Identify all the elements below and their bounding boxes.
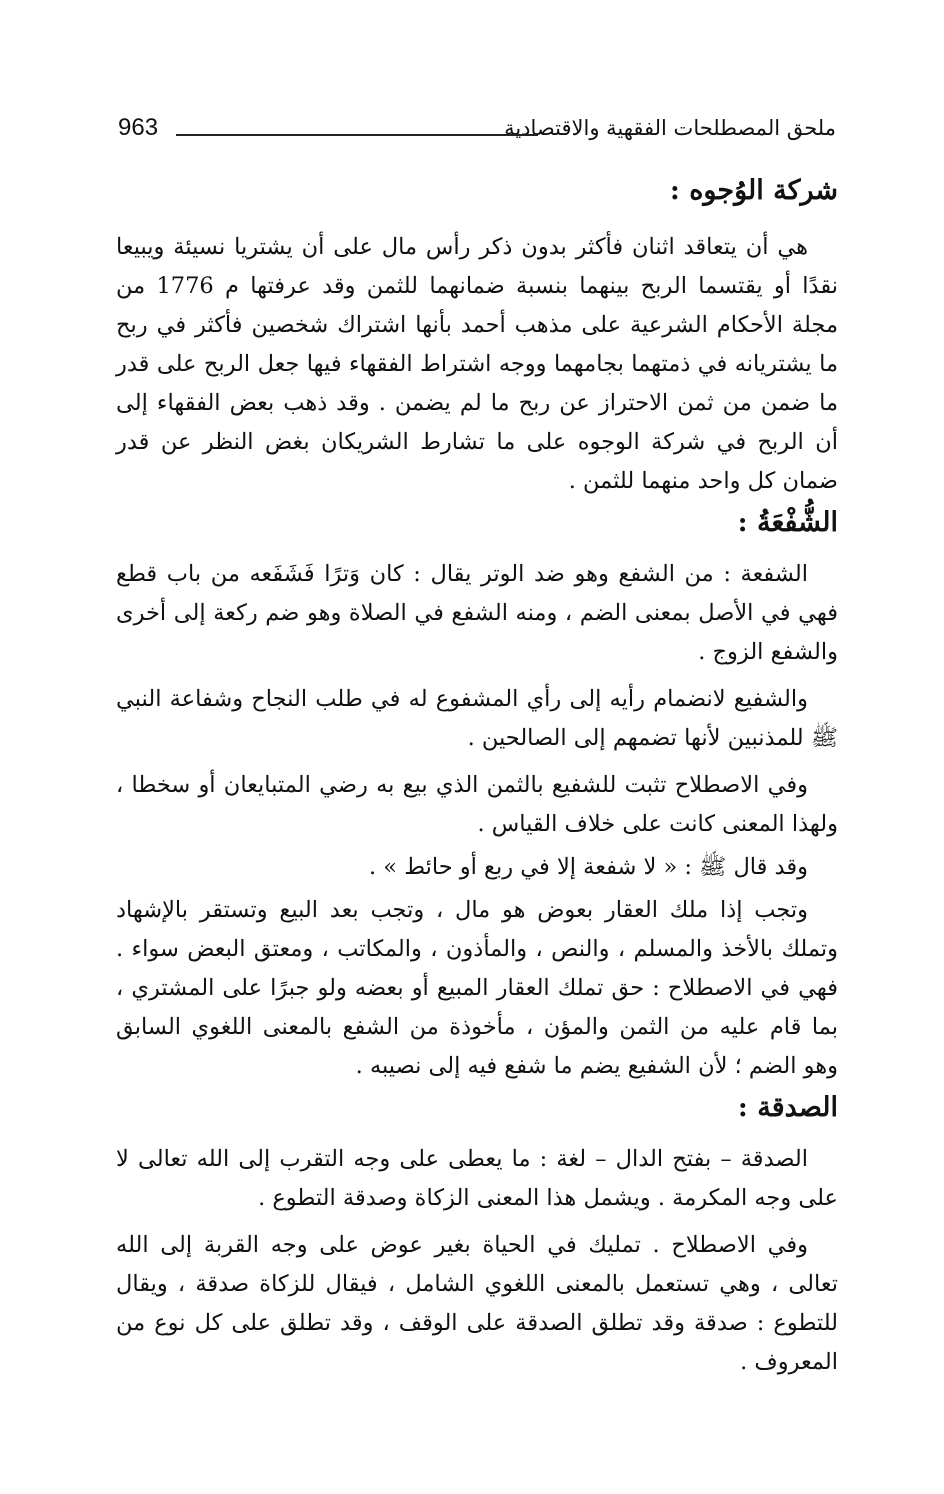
paragraph: الصدقة – بفتح الدال – لغة : ما يعطى على وجه التقرب إلى الله تعالى لا على وجه المكرمة . ويشمل هذا المعنى الزكاة وصدقة التطوع . xyxy=(116,1146,838,1211)
paragraph: والشفيع لانضمام رأيه إلى رأي المشفوع له في طلب النجاح وشفاعة النبي ﷺ للمذنبين لأنها تضمهم إلى الصالحين . xyxy=(116,686,838,751)
paragraph: وفي الاصطلاح . تمليك في الحياة بغير عوض على وجه القربة إلى الله تعالى ، وهي تستعمل بالمعنى اللغوي الشامل ، فيقال للزكاة صدقة ، ويقال للتطوع : صدقة وقد تطلق الصدقة على الوقف ، وقد تطلق على كل نوع من المعروف . xyxy=(116,1232,838,1375)
term-heading-wujuh: شركة الوُجوه : xyxy=(669,175,838,206)
running-title: ملحق المصطلحات الفقهية والاقتصادية xyxy=(504,116,836,140)
page-number: 963 xyxy=(118,114,159,141)
paragraph: وفي الاصطلاح تثبت للشفيع بالثمن الذي بيع به رضي المتبايعان أو سخطا ، ولهذا المعنى كانت على خلاف القياس . xyxy=(116,772,838,837)
header-rule xyxy=(176,134,538,136)
paragraph: الشفعة : من الشفع وهو ضد الوتر يقال : كان وَترًا فَشَفَعه من باب قطع فهي في الأصل بمعنى الضم ، ومنه الشفع في الصلاة وهو ضم ركعة إلى أخرى والشفع الزوج . xyxy=(116,561,838,665)
page-body xyxy=(116,160,838,1382)
term-heading-sadaqa: الصدقة : xyxy=(737,1092,838,1123)
running-header xyxy=(118,110,836,150)
paragraph: هي أن يتعاقد اثنان فأكثر بدون ذكر رأس مال على أن يشتريا نسيئة ويبيعا نقدًا أو يقتسما الربح بينهما بنسبة ضمانهما للثمن وقد عرفتها م 1776 من مجلة الأحكام الشرعية على مذهب أحمد بأنها اشتراك شخصين فأكثر في ربح ما يشتريانه في ذمتهما بجامهما ووجه اشتراط الفقهاء فيها جعل الربح على قدر ما ضمن من ثمن الاحتراز عن ربح ما لم يضمن . وقد ذهب بعض الفقهاء إلى أن الربح في شركة الوجوه على ما تشارط الشريكان بغض النظر عن قدر ضمان كل واحد منهما للثمن . xyxy=(116,234,838,494)
paragraph: وقد قال ﷺ : « لا شفعة إلا في ربع أو حائط » . xyxy=(369,854,808,880)
paragraph: وتجب إذا ملك العقار بعوض هو مال ، وتجب بعد البيع وتستقر بالإشهاد وتملك بالأخذ والمسلم ، والنص ، والمأذون ، والمكاتب ، ومعتق البعض سواء . فهي في الاصطلاح : حق تملك العقار المبيع أو بعضه ولو جبرًا على المشتري ، بما قام عليه من الثمن والمؤن ، مأخوذة من الشفع بالمعنى اللغوي السابق وهو الضم ؛ لأن الشفيع يضم ما شفع فيه إلى نصيبه . xyxy=(116,897,838,1079)
term-heading-shufa: الشُّفْعَةُ : xyxy=(737,507,838,538)
